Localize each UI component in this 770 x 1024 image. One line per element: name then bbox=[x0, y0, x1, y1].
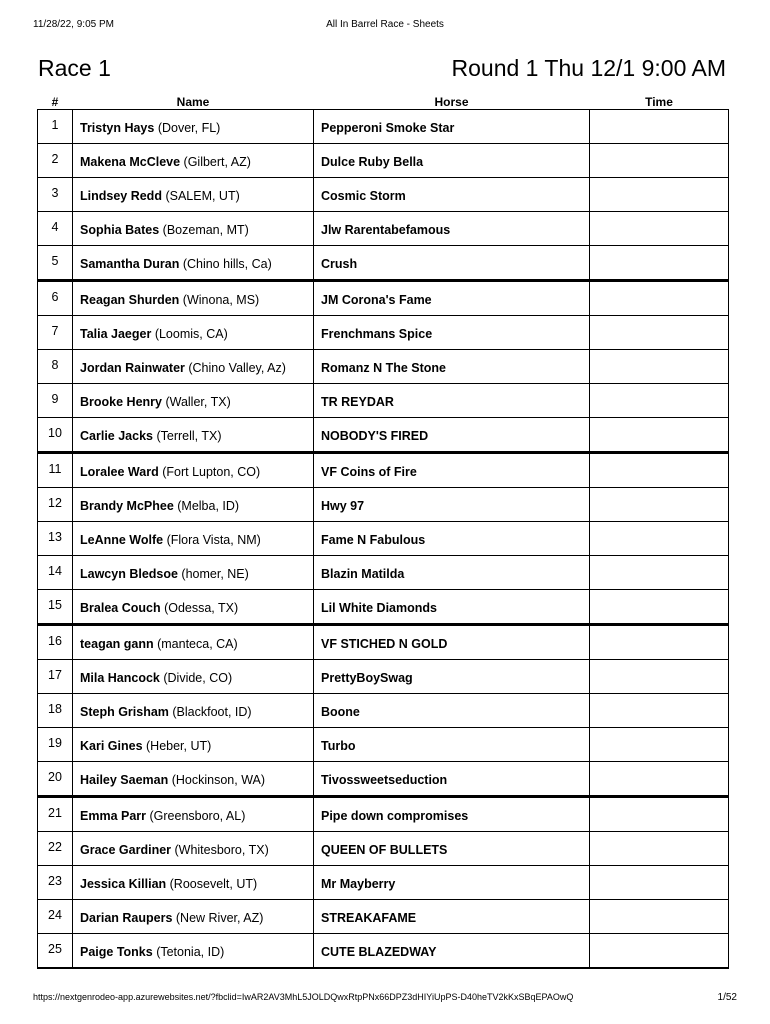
table-row bbox=[38, 144, 729, 178]
rider-name: teagan gann bbox=[80, 636, 154, 651]
rider-location: (Winona, MS) bbox=[179, 292, 260, 307]
entry-number: 16 bbox=[38, 625, 73, 660]
time-cell bbox=[590, 694, 729, 728]
horse-name: VF STICHED N GOLD bbox=[314, 625, 590, 660]
table-row bbox=[38, 556, 729, 590]
entry-name-cell bbox=[73, 384, 314, 418]
rider-name: Kari Gines bbox=[80, 738, 143, 753]
time-cell bbox=[590, 797, 729, 832]
time-cell bbox=[590, 900, 729, 934]
entry-name-cell bbox=[73, 144, 314, 178]
rider-location: (Divide, CO) bbox=[159, 670, 233, 685]
horse-name: NOBODY'S FIRED bbox=[314, 418, 590, 453]
rider-name: Bralea Couch bbox=[80, 600, 161, 615]
rider-location: (New River, AZ) bbox=[172, 910, 264, 925]
time-cell bbox=[590, 281, 729, 316]
entry-name-cell bbox=[73, 728, 314, 762]
time-cell bbox=[590, 660, 729, 694]
rider-location: (Roosevelt, UT) bbox=[166, 876, 258, 891]
rider-name: Brandy McPhee bbox=[80, 498, 174, 513]
horse-name: JM Corona's Fame bbox=[314, 281, 590, 316]
rider-location: (Greensboro, AL) bbox=[146, 808, 246, 823]
entry-name-cell bbox=[73, 660, 314, 694]
rider-name: Steph Grisham bbox=[80, 704, 169, 719]
horse-name: Fame N Fabulous bbox=[314, 522, 590, 556]
time-cell bbox=[590, 178, 729, 212]
rider-name: Hailey Saeman bbox=[80, 772, 169, 787]
rider-location: (Bozeman, MT) bbox=[159, 222, 249, 237]
time-cell bbox=[590, 110, 729, 144]
table-row bbox=[38, 660, 729, 694]
rider-location: (Flora Vista, NM) bbox=[163, 532, 261, 547]
print-url: https://nextgenrodeo-app.azurewebsites.net/?fbclid=IwAR2AV3MhL5JOLDQwxRtpPNx66DPZ3dHIYiUpPS-D40heTV2kKxSBqEPAOwQ bbox=[33, 992, 574, 1002]
entry-number: 4 bbox=[38, 212, 73, 246]
rider-location: (Gilbert, AZ) bbox=[180, 154, 251, 169]
entries-body bbox=[38, 110, 729, 969]
entry-number: 10 bbox=[38, 418, 73, 453]
entry-number: 20 bbox=[38, 762, 73, 797]
rider-location: (Melba, ID) bbox=[173, 498, 240, 513]
entry-name-cell bbox=[73, 178, 314, 212]
table-row bbox=[38, 797, 729, 832]
entry-name-cell bbox=[73, 246, 314, 281]
entry-number: 19 bbox=[38, 728, 73, 762]
horse-name: Boone bbox=[314, 694, 590, 728]
table-row bbox=[38, 453, 729, 488]
time-cell bbox=[590, 212, 729, 246]
entry-number: 13 bbox=[38, 522, 73, 556]
entry-number: 14 bbox=[38, 556, 73, 590]
entry-name-cell bbox=[73, 900, 314, 934]
time-cell bbox=[590, 144, 729, 178]
rider-name: Mila Hancock bbox=[80, 670, 160, 685]
time-cell bbox=[590, 556, 729, 590]
table-row bbox=[38, 178, 729, 212]
entry-name-cell bbox=[73, 556, 314, 590]
entry-number: 6 bbox=[38, 281, 73, 316]
entry-number: 18 bbox=[38, 694, 73, 728]
page-number: 1/52 bbox=[717, 992, 737, 1003]
entry-number: 24 bbox=[38, 900, 73, 934]
rider-name: LeAnne Wolfe bbox=[80, 532, 164, 547]
rider-name: Sophia Bates bbox=[80, 222, 160, 237]
time-cell bbox=[590, 316, 729, 350]
rider-location: (Terrell, TX) bbox=[152, 428, 222, 443]
table-row bbox=[38, 934, 729, 969]
table-row bbox=[38, 281, 729, 316]
entry-number: 3 bbox=[38, 178, 73, 212]
horse-name: Blazin Matilda bbox=[314, 556, 590, 590]
rider-name: Grace Gardiner bbox=[80, 842, 172, 857]
entry-number: 12 bbox=[38, 488, 73, 522]
table-row bbox=[38, 625, 729, 660]
horse-name: Jlw Rarentabefamous bbox=[314, 212, 590, 246]
header-row bbox=[38, 92, 729, 110]
rider-location: (Chino Valley, Az) bbox=[184, 360, 286, 375]
rider-location: (Hockinson, WA) bbox=[168, 772, 266, 787]
rider-name: Brooke Henry bbox=[80, 394, 162, 409]
horse-name: Turbo bbox=[314, 728, 590, 762]
entry-name-cell bbox=[73, 590, 314, 625]
entry-name-cell bbox=[73, 866, 314, 900]
entry-name-cell bbox=[73, 350, 314, 384]
horse-name: Mr Mayberry bbox=[314, 866, 590, 900]
entry-name-cell bbox=[73, 316, 314, 350]
horse-name: QUEEN OF BULLETS bbox=[314, 832, 590, 866]
rider-name: Carlie Jacks bbox=[80, 428, 153, 443]
rider-location: (SALEM, UT) bbox=[161, 188, 240, 203]
rider-name: Tristyn Hays bbox=[80, 120, 155, 135]
entry-name-cell bbox=[73, 453, 314, 488]
entry-number: 8 bbox=[38, 350, 73, 384]
entry-name-cell bbox=[73, 488, 314, 522]
entry-number: 21 bbox=[38, 797, 73, 832]
entry-number: 23 bbox=[38, 866, 73, 900]
rider-location: (homer, NE) bbox=[177, 566, 249, 581]
rider-name: Lawcyn Bledsoe bbox=[80, 566, 178, 581]
horse-name: Hwy 97 bbox=[314, 488, 590, 522]
entry-name-cell bbox=[73, 522, 314, 556]
rider-name: Makena McCleve bbox=[80, 154, 181, 169]
rider-location: (Dover, FL) bbox=[154, 120, 221, 135]
horse-name: TR REYDAR bbox=[314, 384, 590, 418]
time-cell bbox=[590, 522, 729, 556]
entry-number: 2 bbox=[38, 144, 73, 178]
entry-name-cell bbox=[73, 110, 314, 144]
entry-name-cell bbox=[73, 625, 314, 660]
column-header-num: # bbox=[51, 95, 59, 109]
rider-name: Darian Raupers bbox=[80, 910, 173, 925]
horse-name: Lil White Diamonds bbox=[314, 590, 590, 625]
time-cell bbox=[590, 866, 729, 900]
rider-name: Samantha Duran bbox=[80, 256, 180, 271]
horse-name: Frenchmans Spice bbox=[314, 316, 590, 350]
table-row bbox=[38, 418, 729, 453]
entry-number: 1 bbox=[38, 110, 73, 144]
time-cell bbox=[590, 350, 729, 384]
table-row bbox=[38, 694, 729, 728]
entries-table bbox=[37, 92, 729, 969]
horse-name: Pipe down compromises bbox=[314, 797, 590, 832]
time-cell bbox=[590, 246, 729, 281]
rider-name: Loralee Ward bbox=[80, 464, 159, 479]
table-row bbox=[38, 866, 729, 900]
time-cell bbox=[590, 934, 729, 969]
table-row bbox=[38, 832, 729, 866]
table-row bbox=[38, 246, 729, 281]
rider-name: Lindsey Redd bbox=[80, 188, 162, 203]
entry-number: 22 bbox=[38, 832, 73, 866]
table-row bbox=[38, 384, 729, 418]
horse-name: Crush bbox=[314, 246, 590, 281]
rider-location: (Heber, UT) bbox=[142, 738, 212, 753]
time-cell bbox=[590, 453, 729, 488]
rider-name: Emma Parr bbox=[80, 808, 147, 823]
table-row bbox=[38, 762, 729, 797]
print-datetime: 11/28/22, 9:05 PM bbox=[33, 19, 114, 30]
time-cell bbox=[590, 590, 729, 625]
rider-location: (Tetonia, ID) bbox=[152, 944, 225, 959]
round-title: Round 1 Thu 12/1 9:00 AM bbox=[451, 55, 726, 81]
table-row bbox=[38, 212, 729, 246]
time-cell bbox=[590, 625, 729, 660]
time-cell bbox=[590, 418, 729, 453]
horse-name: CUTE BLAZEDWAY bbox=[314, 934, 590, 969]
entry-name-cell bbox=[73, 832, 314, 866]
document-title: All In Barrel Race - Sheets bbox=[326, 19, 444, 30]
rider-name: Talia Jaeger bbox=[80, 326, 152, 341]
entry-name-cell bbox=[73, 934, 314, 969]
horse-name: STREAKAFAME bbox=[314, 900, 590, 934]
table-row bbox=[38, 728, 729, 762]
horse-name: PrettyBoySwag bbox=[314, 660, 590, 694]
table-row bbox=[38, 488, 729, 522]
entry-number: 25 bbox=[38, 934, 73, 969]
rider-location: (manteca, CA) bbox=[153, 636, 238, 651]
rider-location: (Waller, TX) bbox=[161, 394, 231, 409]
time-cell bbox=[590, 488, 729, 522]
rider-name: Jordan Rainwater bbox=[80, 360, 185, 375]
entry-number: 17 bbox=[38, 660, 73, 694]
entry-name-cell bbox=[73, 797, 314, 832]
rider-location: (Odessa, TX) bbox=[160, 600, 239, 615]
entry-number: 15 bbox=[38, 590, 73, 625]
entry-number: 9 bbox=[38, 384, 73, 418]
rider-location: (Fort Lupton, CO) bbox=[158, 464, 261, 479]
column-header-time: Time bbox=[645, 95, 673, 109]
horse-name: Dulce Ruby Bella bbox=[314, 144, 590, 178]
entry-number: 5 bbox=[38, 246, 73, 281]
horse-name: Romanz N The Stone bbox=[314, 350, 590, 384]
time-cell bbox=[590, 832, 729, 866]
horse-name: Pepperoni Smoke Star bbox=[314, 110, 590, 144]
entry-number: 11 bbox=[38, 453, 73, 488]
entry-name-cell bbox=[73, 694, 314, 728]
table-row bbox=[38, 590, 729, 625]
table-row bbox=[38, 350, 729, 384]
rider-location: (Blackfoot, ID) bbox=[168, 704, 252, 719]
time-cell bbox=[590, 762, 729, 797]
horse-name: VF Coins of Fire bbox=[314, 453, 590, 488]
entry-name-cell bbox=[73, 762, 314, 797]
rider-location: (Chino hills, Ca) bbox=[179, 256, 272, 271]
horse-name: Cosmic Storm bbox=[314, 178, 590, 212]
table-row bbox=[38, 522, 729, 556]
horse-name: Tivossweetseduction bbox=[314, 762, 590, 797]
rider-location: (Loomis, CA) bbox=[151, 326, 228, 341]
entry-number: 7 bbox=[38, 316, 73, 350]
table-row bbox=[38, 900, 729, 934]
entry-name-cell bbox=[73, 212, 314, 246]
rider-name: Jessica Killian bbox=[80, 876, 167, 891]
time-cell bbox=[590, 384, 729, 418]
table-row bbox=[38, 110, 729, 144]
column-header-name: Name bbox=[176, 95, 210, 109]
rider-location: (Whitesboro, TX) bbox=[171, 842, 269, 857]
table-row bbox=[38, 316, 729, 350]
rider-name: Reagan Shurden bbox=[80, 292, 180, 307]
race-title: Race 1 bbox=[38, 55, 111, 81]
entry-name-cell bbox=[73, 418, 314, 453]
rider-name: Paige Tonks bbox=[80, 944, 153, 959]
column-header-horse: Horse bbox=[434, 95, 469, 109]
entry-name-cell bbox=[73, 281, 314, 316]
time-cell bbox=[590, 728, 729, 762]
